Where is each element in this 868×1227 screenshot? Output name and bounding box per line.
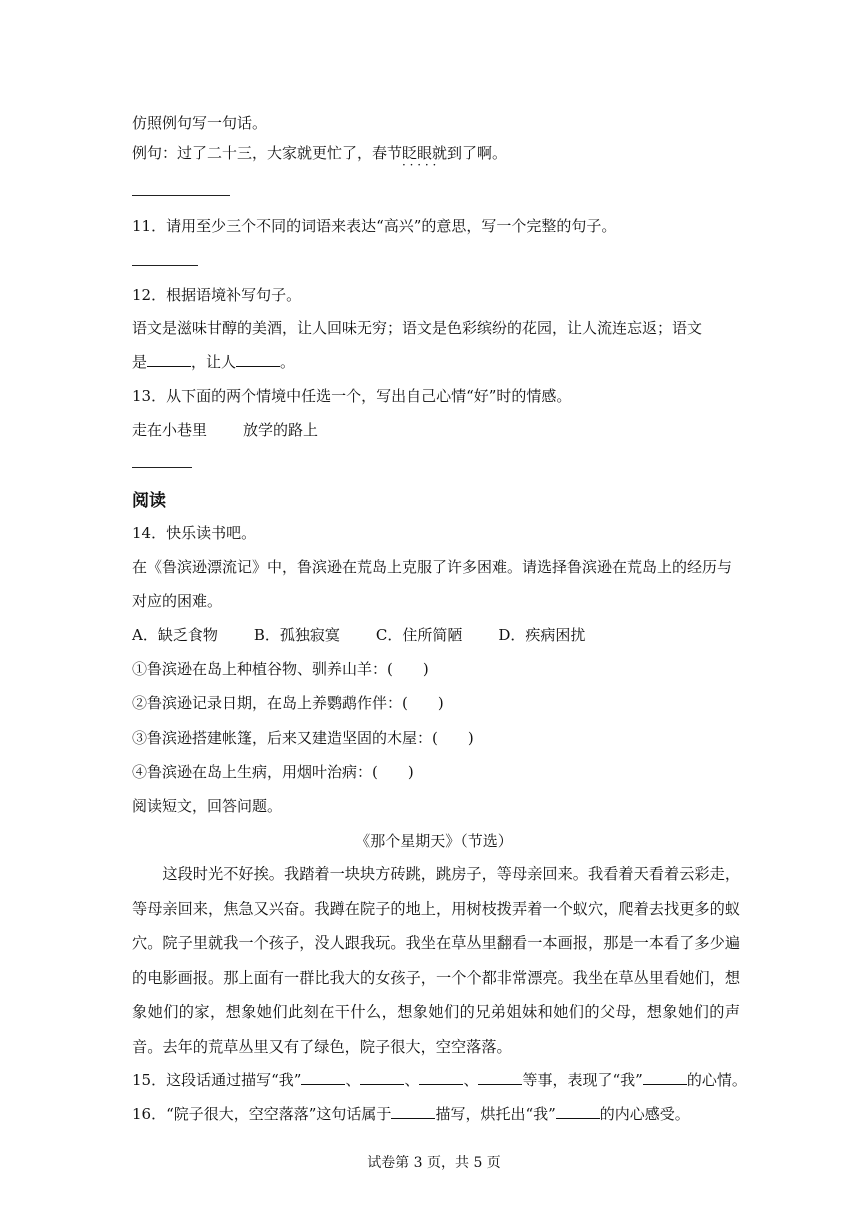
- page-footer: 试卷第 3 页，共 5 页: [367, 1155, 501, 1171]
- q16-c: 的内心感受。: [599, 1105, 690, 1123]
- q16-text: [132, 1104, 690, 1124]
- q15-text: [132, 1070, 747, 1090]
- q14-item-3[interactable]: ③鲁滨逊搭建帐篷，后来又建造坚固的木屋：( ): [132, 729, 474, 747]
- q11-text: 11．请用至少三个不同的词语来表达“高兴”的意思，写一个完整的句子。: [132, 217, 617, 235]
- q12-line2-c: 。: [280, 353, 296, 371]
- q11-answer-blank[interactable]: [132, 265, 198, 266]
- q15-blank-2[interactable]: [360, 1070, 404, 1085]
- q10-example-dotted: 眨眼就到 · · ·: [402, 143, 462, 163]
- q15-sep-3: 、: [463, 1071, 479, 1089]
- q10-answer-blank[interactable]: [132, 195, 230, 196]
- q14-text: 14．快乐读书吧。: [132, 524, 257, 542]
- q12-line1: 语文是滋味甘醇的美酒，让人回味无穷；语文是色彩缤纷的花园，让人流连忘返；语文: [132, 319, 703, 337]
- q13-option-1: 走在小巷里: [132, 421, 208, 439]
- q15-blank-1[interactable]: [301, 1070, 345, 1085]
- q13-text: 13．从下面的两个情境中任选一个，写出自己心情“好”时的情感。: [132, 387, 572, 405]
- q15-sep-1: 、: [345, 1071, 361, 1089]
- q13-option-2: 放学的路上: [243, 421, 319, 439]
- q14-item-4[interactable]: ④鲁滨逊在岛上生病，用烟叶治病：( ): [132, 763, 414, 781]
- q15-blank-4[interactable]: [478, 1070, 522, 1085]
- q15-blank-5[interactable]: [643, 1070, 687, 1085]
- q10-instruction: 仿照例句写一句话。: [132, 114, 268, 132]
- q15-c: 的心情。: [686, 1071, 747, 1089]
- choice-c: C．住所简陋: [375, 626, 463, 644]
- passage-title: 《那个星期天》（节选）: [355, 832, 513, 850]
- choice-b: B．孤独寂寞: [253, 626, 340, 644]
- q14-item-2[interactable]: ②鲁滨逊记录日期，在岛上养鹦鹉作伴：( ): [132, 694, 444, 712]
- passage-text: 这段时光不好挨。我踏着一块块方砖跳，跳房子，等母亲回来。我看着天看着云彩走，等母亲回来，焦急又兴奋。我蹲在院子的地上，用树枝拨弄着一个蚁穴，爬着去找更多的蚁穴。院子里就我一个孩子，没人跟我玩。我坐在草丛里翻看一本画报，那是一本看了多少遍的电影画报。那上面有一群比我大的女孩子，一个个都非常漂亮。我坐在草丛里看她们，想象她们的家，想象她们此刻在干什么，想象她们的兄弟姐妹和她们的父母，想象她们的声音。去年的荒草丛里又有了绿色，院子很大，空空落落。: [132, 865, 740, 1056]
- q16-a: 16．“院子很大，空空落落”这句话属于: [132, 1105, 392, 1123]
- q14-choices: [132, 625, 585, 645]
- q16-blank-1[interactable]: [391, 1104, 435, 1119]
- q12-line2-b: ，让人: [191, 353, 237, 371]
- q10-example: [132, 143, 507, 163]
- q10-example-suffix: 了啊。: [462, 144, 508, 162]
- reading-instruction: 阅读短文，回答问题。: [132, 797, 283, 815]
- section-heading: 阅读: [132, 491, 166, 511]
- q12-blank-1[interactable]: [147, 352, 191, 367]
- q10-example-prefix: 例句：过了二十三，大家就更忙了，春节: [132, 144, 403, 162]
- q15-b: 等事，表现了“我”: [522, 1071, 643, 1089]
- q13-options: [132, 420, 318, 440]
- q16-b: 描写，烘托出“我”: [435, 1105, 556, 1123]
- q15-sep-2: 、: [404, 1071, 420, 1089]
- q13-answer-blank[interactable]: [132, 467, 192, 468]
- q15-a: 15．这段话通过描写“我”: [132, 1071, 302, 1089]
- q14-line1: 在《鲁滨逊漂流记》中，鲁滨逊在荒岛上克服了许多困难。请选择鲁滨逊在荒岛上的经历与: [132, 558, 733, 576]
- q15-blank-3[interactable]: [419, 1070, 463, 1085]
- q12-line2: [132, 352, 295, 372]
- q12-line2-a: 是: [132, 353, 148, 371]
- q14-line2: 对应的困难。: [132, 592, 223, 610]
- choice-a: A．缺乏食物: [132, 626, 218, 644]
- choice-d: D．疾病困扰: [498, 626, 586, 644]
- q12-text: 12．根据语境补写句子。: [132, 286, 302, 304]
- q14-item-1[interactable]: ①鲁滨逊在岛上种植谷物、驯养山羊：( ): [132, 660, 429, 678]
- q16-blank-2[interactable]: [556, 1104, 600, 1119]
- q12-blank-2[interactable]: [236, 352, 280, 367]
